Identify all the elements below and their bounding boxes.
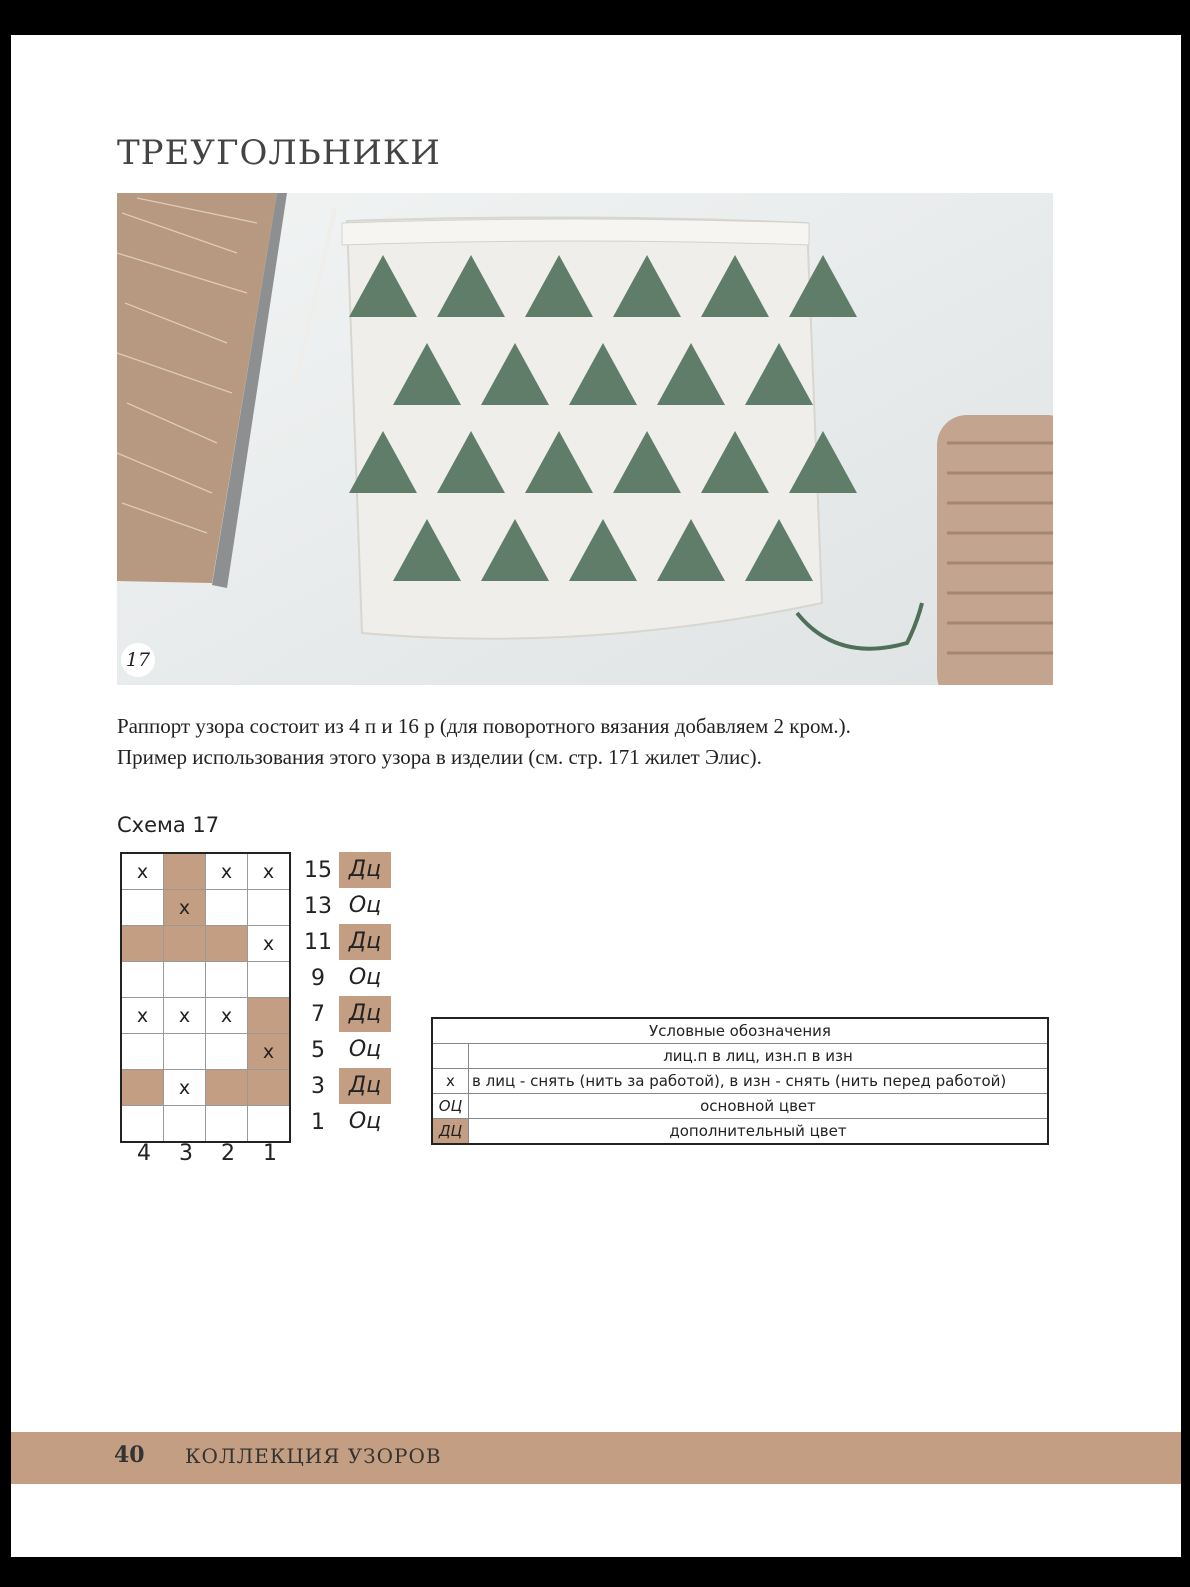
chart-cell bbox=[164, 1106, 206, 1143]
page bbox=[11, 35, 1181, 1557]
row-color-code: Оц bbox=[348, 1109, 382, 1134]
footer-bar bbox=[11, 1432, 1181, 1484]
row-number: 11 bbox=[304, 929, 332, 955]
legend-table bbox=[431, 1017, 1049, 1145]
chart-grid bbox=[120, 852, 291, 1143]
legend-symbol-contrast-color: ДЦ bbox=[432, 1119, 469, 1145]
chart-row bbox=[121, 853, 290, 890]
footer-title: КОЛЛЕКЦИЯ УЗОРОВ bbox=[185, 1444, 442, 1468]
row-labels bbox=[297, 852, 391, 1140]
chart-cell: х bbox=[164, 1070, 206, 1106]
page-title: ТРЕУГОЛЬНИКИ bbox=[117, 133, 441, 173]
column-number: 2 bbox=[221, 1141, 235, 1166]
row-number: 3 bbox=[311, 1073, 325, 1099]
chart-cell: х bbox=[248, 853, 291, 890]
legend-text: в лиц - снять (нить за работой), в изн - снять (нить перед работой) bbox=[469, 1069, 1049, 1094]
row-number: 9 bbox=[311, 965, 325, 991]
pattern-description bbox=[117, 711, 1067, 773]
chart-cell bbox=[248, 998, 291, 1034]
row-color-code: Дц bbox=[339, 996, 391, 1032]
row-color-code: Оц bbox=[348, 1037, 382, 1062]
legend-row bbox=[432, 1044, 1048, 1069]
chart-row bbox=[121, 1070, 290, 1106]
legend-row bbox=[432, 1119, 1048, 1145]
chart-cell bbox=[121, 926, 164, 962]
chart-cell: х bbox=[206, 998, 248, 1034]
row-color-code: Оц bbox=[348, 965, 382, 990]
column-number: 4 bbox=[137, 1141, 151, 1166]
chart-cell bbox=[121, 962, 164, 998]
chart-cell bbox=[164, 926, 206, 962]
row-number: 15 bbox=[304, 857, 332, 883]
row-label bbox=[297, 996, 391, 1032]
knitted-swatch-image bbox=[117, 193, 1053, 685]
chart-cell bbox=[206, 1034, 248, 1070]
row-label bbox=[297, 852, 391, 888]
chart-row bbox=[121, 926, 290, 962]
row-color-code: Дц bbox=[339, 924, 391, 960]
chart-row bbox=[121, 1106, 290, 1143]
chart-cell bbox=[164, 1034, 206, 1070]
chart-row bbox=[121, 998, 290, 1034]
legend-symbol-main-color: ОЦ bbox=[432, 1094, 469, 1119]
legend-text: основной цвет bbox=[469, 1094, 1049, 1119]
chart-row bbox=[121, 962, 290, 998]
row-color-code: Дц bbox=[339, 1068, 391, 1104]
scheme-title: Схема 17 bbox=[117, 813, 220, 837]
legend-text: дополнительный цвет bbox=[469, 1119, 1049, 1145]
description-line: Пример использования этого узора в изделии (см. стр. 171 жилет Элис). bbox=[117, 745, 762, 769]
chart-cell bbox=[248, 1106, 291, 1143]
chart-cell bbox=[121, 1106, 164, 1143]
row-label bbox=[297, 960, 391, 996]
chart-cell bbox=[121, 1070, 164, 1106]
description-line: Раппорт узора состоит из 4 п и 16 р (для поворотного вязания добавляем 2 кром.). bbox=[117, 714, 851, 738]
chart-cell bbox=[206, 1106, 248, 1143]
chart-row bbox=[121, 1034, 290, 1070]
chart-row bbox=[121, 890, 290, 926]
row-label bbox=[297, 1104, 391, 1140]
legend-title: Условные обозначения bbox=[432, 1018, 1048, 1044]
chart-cell: х bbox=[164, 890, 206, 926]
row-label bbox=[297, 1032, 391, 1068]
row-label bbox=[297, 924, 391, 960]
chart-cell bbox=[164, 853, 206, 890]
column-number: 3 bbox=[179, 1141, 193, 1166]
chart-cell bbox=[164, 962, 206, 998]
chart-cell: х bbox=[206, 853, 248, 890]
swatch-photo bbox=[117, 193, 1053, 685]
chart-cell bbox=[206, 1070, 248, 1106]
chart-cell bbox=[248, 890, 291, 926]
legend-row bbox=[432, 1094, 1048, 1119]
chart-cell: х bbox=[248, 1034, 291, 1070]
chart-cell bbox=[248, 1070, 291, 1106]
column-labels bbox=[123, 1141, 291, 1166]
chart-cell bbox=[206, 926, 248, 962]
row-number: 1 bbox=[311, 1109, 325, 1135]
row-number: 7 bbox=[311, 1001, 325, 1027]
chart-cell bbox=[248, 962, 291, 998]
chart-cell: х bbox=[164, 998, 206, 1034]
row-label bbox=[297, 888, 391, 924]
legend-row bbox=[432, 1069, 1048, 1094]
chart-cell bbox=[206, 962, 248, 998]
row-number: 5 bbox=[311, 1037, 325, 1063]
swatch-number-badge: 17 bbox=[121, 643, 155, 677]
column-number: 1 bbox=[263, 1141, 277, 1166]
legend-symbol-blank bbox=[432, 1044, 469, 1069]
legend-header-row bbox=[432, 1018, 1048, 1044]
chart-cell: х bbox=[248, 926, 291, 962]
chart-cell: х bbox=[121, 998, 164, 1034]
row-color-code: Оц bbox=[348, 893, 382, 918]
chart-cell bbox=[121, 1034, 164, 1070]
legend-text: лиц.п в лиц, изн.п в изн bbox=[469, 1044, 1049, 1069]
row-number: 13 bbox=[304, 893, 332, 919]
chart-cell bbox=[206, 890, 248, 926]
page-number: 40 bbox=[114, 1442, 145, 1468]
row-color-code: Дц bbox=[339, 852, 391, 888]
chart-cell: х bbox=[121, 853, 164, 890]
row-label bbox=[297, 1068, 391, 1104]
chart-cell bbox=[121, 890, 164, 926]
legend-symbol-slip: х bbox=[432, 1069, 469, 1094]
